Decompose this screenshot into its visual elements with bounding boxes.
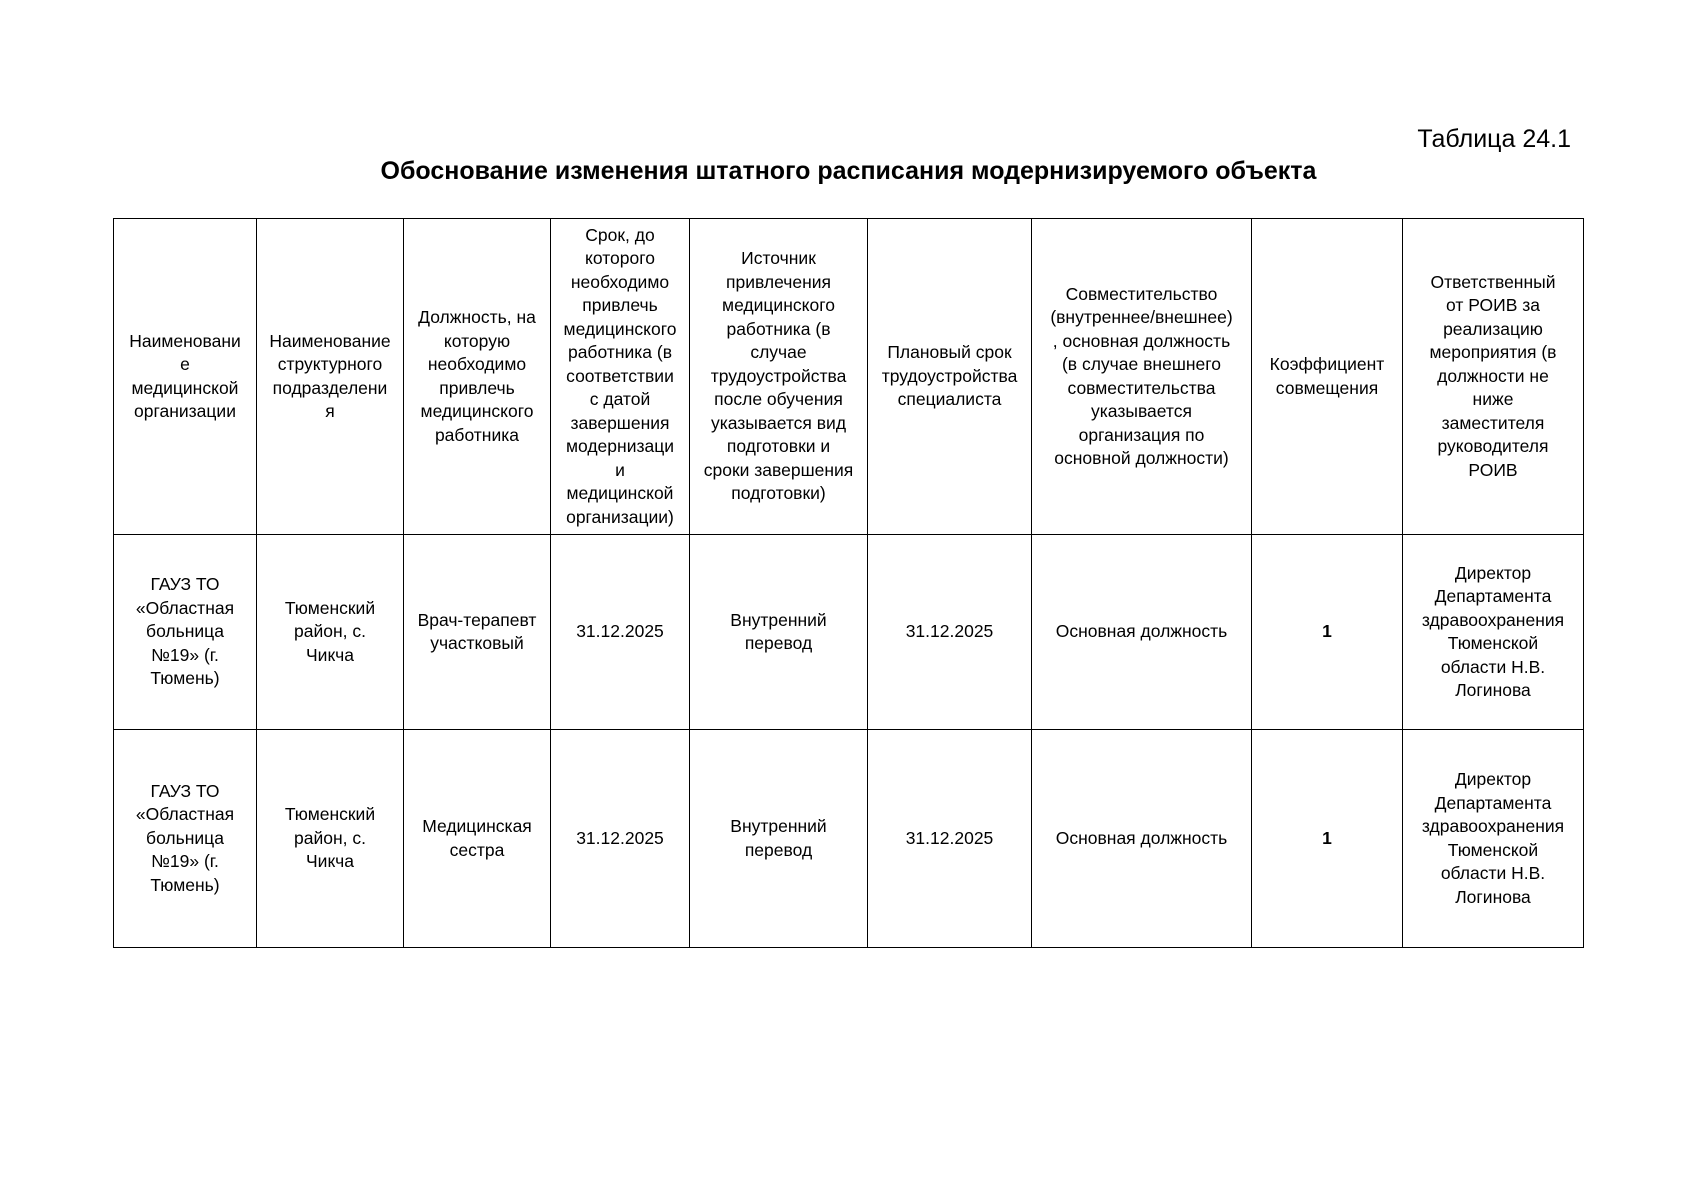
cell-position: Врач-терапевт участковый	[404, 535, 551, 730]
cell-organization: ГАУЗ ТО «Областная больница №19» (г. Тюмень)	[114, 730, 257, 948]
cell-combination: Основная должность	[1032, 535, 1252, 730]
cell-subdivision: Тюменский район, с. Чикча	[257, 730, 404, 948]
column-header-organization: Наименовани е медицинской организации	[114, 219, 257, 535]
table-row	[114, 730, 1584, 948]
cell-deadline: 31.12.2025	[551, 535, 690, 730]
table-header-row	[114, 219, 1584, 535]
cell-responsible: Директор Департамента здравоохранения Тюменской области Н.В. Логинова	[1403, 730, 1584, 948]
cell-planned-date: 31.12.2025	[868, 535, 1032, 730]
cell-deadline: 31.12.2025	[551, 730, 690, 948]
column-header-deadline: Срок, до которого необходимо привлечь медицинского работника (в соответствии с датой завершения модернизаци и медицинской организации)	[551, 219, 690, 535]
column-header-position: Должность, на которую необходимо привлечь медицинского работника	[404, 219, 551, 535]
table-row	[114, 535, 1584, 730]
document-title: Обоснование изменения штатного расписания модернизируемого объекта	[380, 157, 1317, 185]
column-header-combination: Совместительство (внутреннее/внешнее) , основная должность (в случае внешнего совместительства указывается организация по основной должности)	[1032, 219, 1252, 535]
cell-planned-date: 31.12.2025	[868, 730, 1032, 948]
cell-coefficient: 1	[1252, 730, 1403, 948]
table-number: Таблица 24.1	[1417, 125, 1571, 153]
column-header-source: Источник привлечения медицинского работника (в случае трудоустройства после обучения указывается вид подготовки и сроки завершения подготовки)	[690, 219, 868, 535]
column-header-subdivision: Наименование структурного подразделени я	[257, 219, 404, 535]
cell-subdivision: Тюменский район, с. Чикча	[257, 535, 404, 730]
staffing-justification-table	[113, 218, 1584, 948]
cell-position: Медицинская сестра	[404, 730, 551, 948]
column-header-planned-date: Плановый срок трудоустройства специалиста	[868, 219, 1032, 535]
cell-responsible: Директор Департамента здравоохранения Тюменской области Н.В. Логинова	[1403, 535, 1584, 730]
cell-organization: ГАУЗ ТО «Областная больница №19» (г. Тюмень)	[114, 535, 257, 730]
cell-combination: Основная должность	[1032, 730, 1252, 948]
cell-coefficient: 1	[1252, 535, 1403, 730]
cell-source: Внутренний перевод	[690, 730, 868, 948]
column-header-coefficient: Коэффициент совмещения	[1252, 219, 1403, 535]
cell-source: Внутренний перевод	[690, 535, 868, 730]
column-header-responsible: Ответственный от РОИВ за реализацию мероприятия (в должности не ниже заместителя руководителя РОИВ	[1403, 219, 1584, 535]
